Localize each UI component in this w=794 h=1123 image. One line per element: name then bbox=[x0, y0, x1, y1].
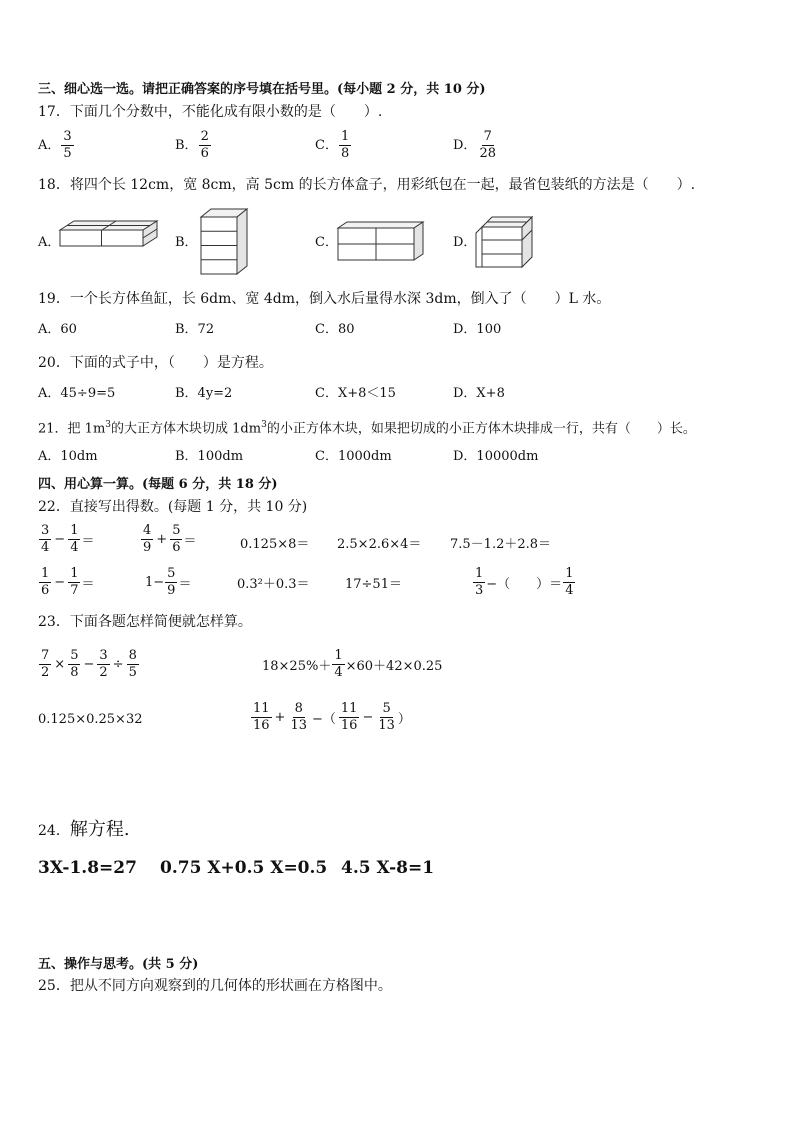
q20-option-c: C．X+8＜15 bbox=[315, 386, 396, 401]
question-23-stem: 23．下面各题怎样简便就怎样算。 bbox=[38, 614, 252, 630]
q23-expr4: $\frac{11}{16}$ + $\frac{8}{13}$ −（ $\frac{11}{16}$ − $\frac{5}{13}$ ） bbox=[253, 701, 411, 733]
q24-equation-1: 3X-1.8=27 bbox=[38, 858, 137, 878]
section-4-header: 四、用心算一算。(每题 6 分，共 18 分) bbox=[38, 477, 278, 492]
question-19-stem: 19．一个长方体鱼缸，长 6dm、宽 4dm，倒入水后量得水深 3dm，倒入了（ ）L 水。 bbox=[38, 291, 611, 307]
q20-option-b: B．4y=2 bbox=[175, 386, 233, 401]
q22-row1-expr2: $\frac{4}{9}$ + $\frac{5}{6}$ ＝ bbox=[143, 523, 197, 555]
q19-option-a: A．60 bbox=[38, 322, 77, 337]
q21-option-d: D．10000dm bbox=[453, 449, 539, 464]
q18-option-c-label: C． bbox=[315, 235, 338, 250]
q22-row1-expr4: 2.5×2.6×4＝ bbox=[337, 537, 422, 552]
q21-option-c: C．1000dm bbox=[315, 449, 392, 464]
q23-expr2: 18×25%＋ $\frac{1}{4}$ ×60＋42×0.25 bbox=[262, 648, 443, 680]
q23-expr1: $\frac{7}{2}$ × $\frac{5}{8}$ − $\frac{3}{2}$ ÷ $\frac{8}{5}$ bbox=[41, 648, 137, 680]
q17-option-c: C． $\frac{1}{8}$ bbox=[315, 129, 350, 161]
q22-row1-expr5: 7.5－1.2＋2.8＝ bbox=[450, 537, 552, 552]
q18-option-a-label: A． bbox=[38, 235, 61, 250]
question-24-stem: 24．解方程. bbox=[38, 819, 130, 840]
q17-option-d: D． $\frac{7}{28}$ bbox=[453, 129, 496, 161]
q18-figure-a bbox=[60, 218, 160, 263]
q22-row2-expr3: 0.3²＋0.3＝ bbox=[237, 577, 310, 592]
q22-row1-expr1: $\frac{3}{4}$ − $\frac{1}{4}$ ＝ bbox=[41, 523, 95, 555]
q24-equation-3: 4.5 X-8=1 bbox=[341, 858, 435, 878]
q19-option-d: D．100 bbox=[453, 322, 502, 337]
q22-row1-expr3: 0.125×8＝ bbox=[240, 537, 310, 552]
q18-figure-c bbox=[335, 219, 427, 264]
q19-option-c: C．80 bbox=[315, 322, 355, 337]
q17-option-b: B． $\frac{2}{6}$ bbox=[175, 129, 209, 161]
q20-option-a: A．45÷9=5 bbox=[38, 386, 116, 401]
q18-option-d-label: D． bbox=[453, 235, 477, 250]
section-5-header: 五、操作与思考。(共 5 分) bbox=[38, 957, 199, 972]
question-20-stem: 20．下面的式子中，（ ）是方程。 bbox=[38, 355, 273, 371]
question-17-stem: 17．下面几个分数中，不能化成有限小数的是（ ）. bbox=[38, 104, 383, 120]
q21-option-b: B．100dm bbox=[175, 449, 244, 464]
q18-figure-d bbox=[472, 214, 538, 270]
question-18-stem: 18．将四个长 12cm，宽 8cm，高 5cm 的长方体盒子，用彩纸包在一起，最省包装纸的方法是（ ）. bbox=[38, 177, 696, 193]
q18-figure-b bbox=[198, 206, 250, 278]
q18-option-b-label: B． bbox=[175, 235, 198, 250]
q22-row2-expr5: $\frac{1}{3}$ −（ ）＝ $\frac{1}{4}$ bbox=[475, 566, 574, 598]
q17-option-a: A． $\frac{3}{5}$ bbox=[38, 129, 72, 161]
q21-option-a: A．10dm bbox=[38, 449, 98, 464]
q22-row2-expr2: 1− $\frac{5}{9}$ ＝ bbox=[145, 566, 192, 598]
question-21-stem: 21．把 $1m^3$的大正方体木块切成 $1dm^3$的小正方体木块，如果把切成的小正方体木块排成一行，共有（ ）长。 bbox=[38, 420, 696, 437]
q20-option-d: D．X+8 bbox=[453, 386, 505, 401]
section-3-header: 三、细心选一选。请把正确答案的序号填在括号里。(每小题 2 分，共 10 分) bbox=[38, 82, 486, 97]
q22-row2-expr1: $\frac{1}{6}$ − $\frac{1}{7}$ ＝ bbox=[41, 566, 95, 598]
q23-expr3: 0.125×0.25×32 bbox=[38, 712, 143, 727]
question-25-stem: 25．把从不同方向观察到的几何体的形状画在方格图中。 bbox=[38, 978, 392, 994]
question-22-stem: 22．直接写出得数。(每题 1 分，共 10 分) bbox=[38, 499, 308, 515]
q24-equation-2: 0.75 X+0.5 X=0.5 bbox=[160, 858, 328, 878]
q19-option-b: B．72 bbox=[175, 322, 215, 337]
q22-row2-expr4: 17÷51＝ bbox=[345, 577, 402, 592]
